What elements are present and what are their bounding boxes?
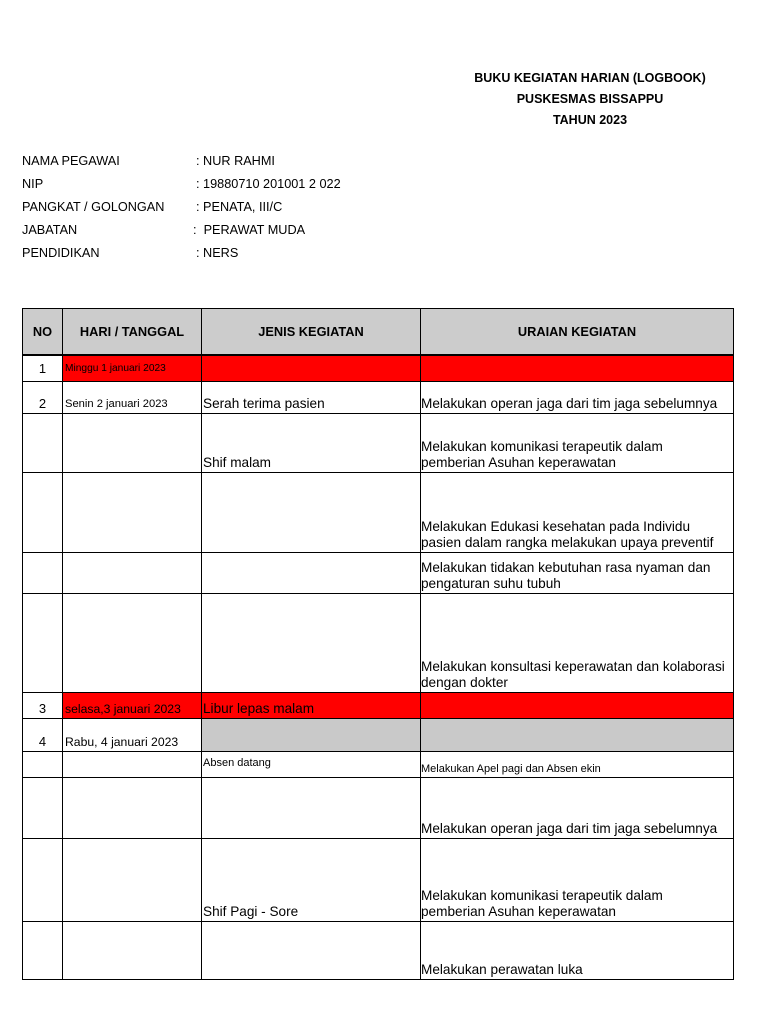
activity-description-line: pasien dalam rangka melakukan upaya preventif: [421, 535, 714, 550]
date-cell: [63, 719, 202, 752]
row-no-cell: [23, 922, 63, 980]
employee-education-label: PENDIDIKAN: [22, 246, 100, 260]
date-cell: [63, 778, 202, 839]
employee-education-row: [22, 242, 442, 265]
date-cell: [63, 693, 202, 719]
activity-log-table: [22, 308, 734, 980]
activity-type-cell: [202, 719, 421, 752]
date-cell: [63, 922, 202, 980]
activity-date: selasa,3 januari 2023: [65, 702, 181, 716]
activity-description-line: Melakukan perawatan luka: [421, 962, 583, 977]
activity-description-line: dengan dokter: [421, 675, 508, 690]
activity-type-cell: [202, 693, 421, 719]
activity-type: Shif malam: [203, 455, 271, 470]
date-cell: [63, 752, 202, 778]
row-no-cell: [23, 594, 63, 693]
row-number: 3: [38, 701, 47, 716]
date-cell: [63, 382, 202, 414]
activity-description-line: Melakukan Apel pagi dan Absen ekin: [421, 763, 601, 775]
activity-description-cell: [421, 414, 734, 473]
row-number: 1: [38, 360, 47, 376]
date-cell: [63, 473, 202, 553]
row-no-cell: [23, 839, 63, 922]
header-activity-label: JENIS KEGIATAN: [258, 323, 364, 339]
activity-description-cell: [421, 356, 734, 382]
row-no-cell: [23, 778, 63, 839]
activity-description-line: pengaturan suhu tubuh: [421, 576, 561, 591]
row-no-cell: [23, 414, 63, 473]
employee-nip-value: : 19880710 201001 2 022: [196, 177, 341, 191]
activity-description-cell: [421, 922, 734, 980]
employee-nip-row: [22, 173, 442, 196]
activity-type-cell: [202, 356, 421, 382]
activity-type: Shif Pagi - Sore: [203, 904, 299, 919]
document-title: [430, 68, 750, 131]
activity-type: Serah terima pasien: [203, 396, 325, 411]
activity-description-cell: [421, 752, 734, 778]
employee-name-row: [22, 150, 442, 173]
activity-description-line: Melakukan konsultasi keperawatan dan kolaborasi: [421, 659, 725, 674]
row-number: 4: [38, 734, 47, 749]
activity-description-cell: [421, 473, 734, 553]
date-cell: [63, 414, 202, 473]
activity-type-cell: [202, 553, 421, 594]
title-line-puskesmas: PUSKESMAS BISSAPPU: [516, 92, 664, 106]
activity-date: Minggu 1 januari 2023: [65, 362, 166, 374]
employee-position-label: JABATAN: [22, 223, 78, 237]
employee-info: [22, 150, 442, 265]
date-cell: [63, 839, 202, 922]
activity-description-cell: [421, 719, 734, 752]
row-no-cell: [23, 356, 63, 382]
row-number: 2: [38, 396, 47, 411]
activity-type-cell: [202, 778, 421, 839]
activity-description-line: Melakukan operan jaga dari tim jaga sebelumnya: [421, 396, 718, 411]
activity-description-cell: [421, 382, 734, 414]
date-cell: [63, 553, 202, 594]
row-no-cell: [23, 473, 63, 553]
employee-position-value: : PERAWAT MUDA: [193, 223, 306, 237]
employee-name-label: NAMA PEGAWAI: [22, 154, 120, 168]
date-cell: [63, 594, 202, 693]
header-no-label: NO: [32, 323, 53, 339]
activity-description-line: Melakukan komunikasi terapeutik dalam: [421, 439, 663, 454]
title-line-logbook: BUKU KEGIATAN HARIAN (LOGBOOK): [474, 71, 706, 85]
activity-type-cell: [202, 594, 421, 693]
activity-type-cell: [202, 839, 421, 922]
activity-type-cell: [202, 414, 421, 473]
activity-description-line: pemberian Asuhan keperawatan: [421, 904, 616, 919]
activity-date: Rabu, 4 januari 2023: [65, 735, 179, 749]
row-no-cell: [23, 719, 63, 752]
header-description-cell: [421, 309, 734, 356]
activity-description-cell: [421, 594, 734, 693]
row-no-cell: [23, 553, 63, 594]
activity-description-line: Melakukan Edukasi kesehatan pada Individu: [421, 519, 691, 534]
row-no-cell: [23, 752, 63, 778]
employee-nip-label: NIP: [22, 177, 44, 191]
header-date-label: HARI / TANGGAL: [79, 323, 185, 339]
activity-type: Absen datang: [203, 757, 271, 769]
employee-rank-label: PANGKAT / GOLONGAN: [22, 200, 165, 214]
activity-description-cell: [421, 693, 734, 719]
employee-position-row: [22, 219, 442, 242]
employee-name-value: : NUR RAHMI: [196, 154, 275, 168]
activity-description-line: pemberian Asuhan keperawatan: [421, 455, 616, 470]
header-description-label: URAIAN KEGIATAN: [517, 323, 637, 339]
activity-description-line: Melakukan operan jaga dari tim jaga sebelumnya: [421, 821, 718, 836]
activity-type-cell: [202, 752, 421, 778]
row-no-cell: [23, 693, 63, 719]
activity-type-cell: [202, 473, 421, 553]
activity-type-cell: [202, 382, 421, 414]
activity-description-cell: [421, 553, 734, 594]
header-date-cell: [63, 309, 202, 356]
employee-rank-row: [22, 196, 442, 219]
header-activity-cell: [202, 309, 421, 356]
activity-type: Libur lepas malam: [203, 701, 315, 716]
employee-education-value: : NERS: [196, 246, 239, 260]
header-no-cell: [23, 309, 63, 356]
row-no-cell: [23, 382, 63, 414]
activity-description-cell: [421, 778, 734, 839]
activity-date: Senin 2 januari 2023: [65, 398, 168, 410]
activity-type-cell: [202, 922, 421, 980]
date-cell: [63, 356, 202, 382]
employee-rank-value: : PENATA, III/C: [196, 200, 283, 214]
activity-description-line: Melakukan tidakan kebutuhan rasa nyaman dan: [421, 560, 711, 575]
activity-description-cell: [421, 839, 734, 922]
title-line-year: TAHUN 2023: [552, 113, 628, 127]
activity-description-line: Melakukan komunikasi terapeutik dalam: [421, 888, 663, 903]
